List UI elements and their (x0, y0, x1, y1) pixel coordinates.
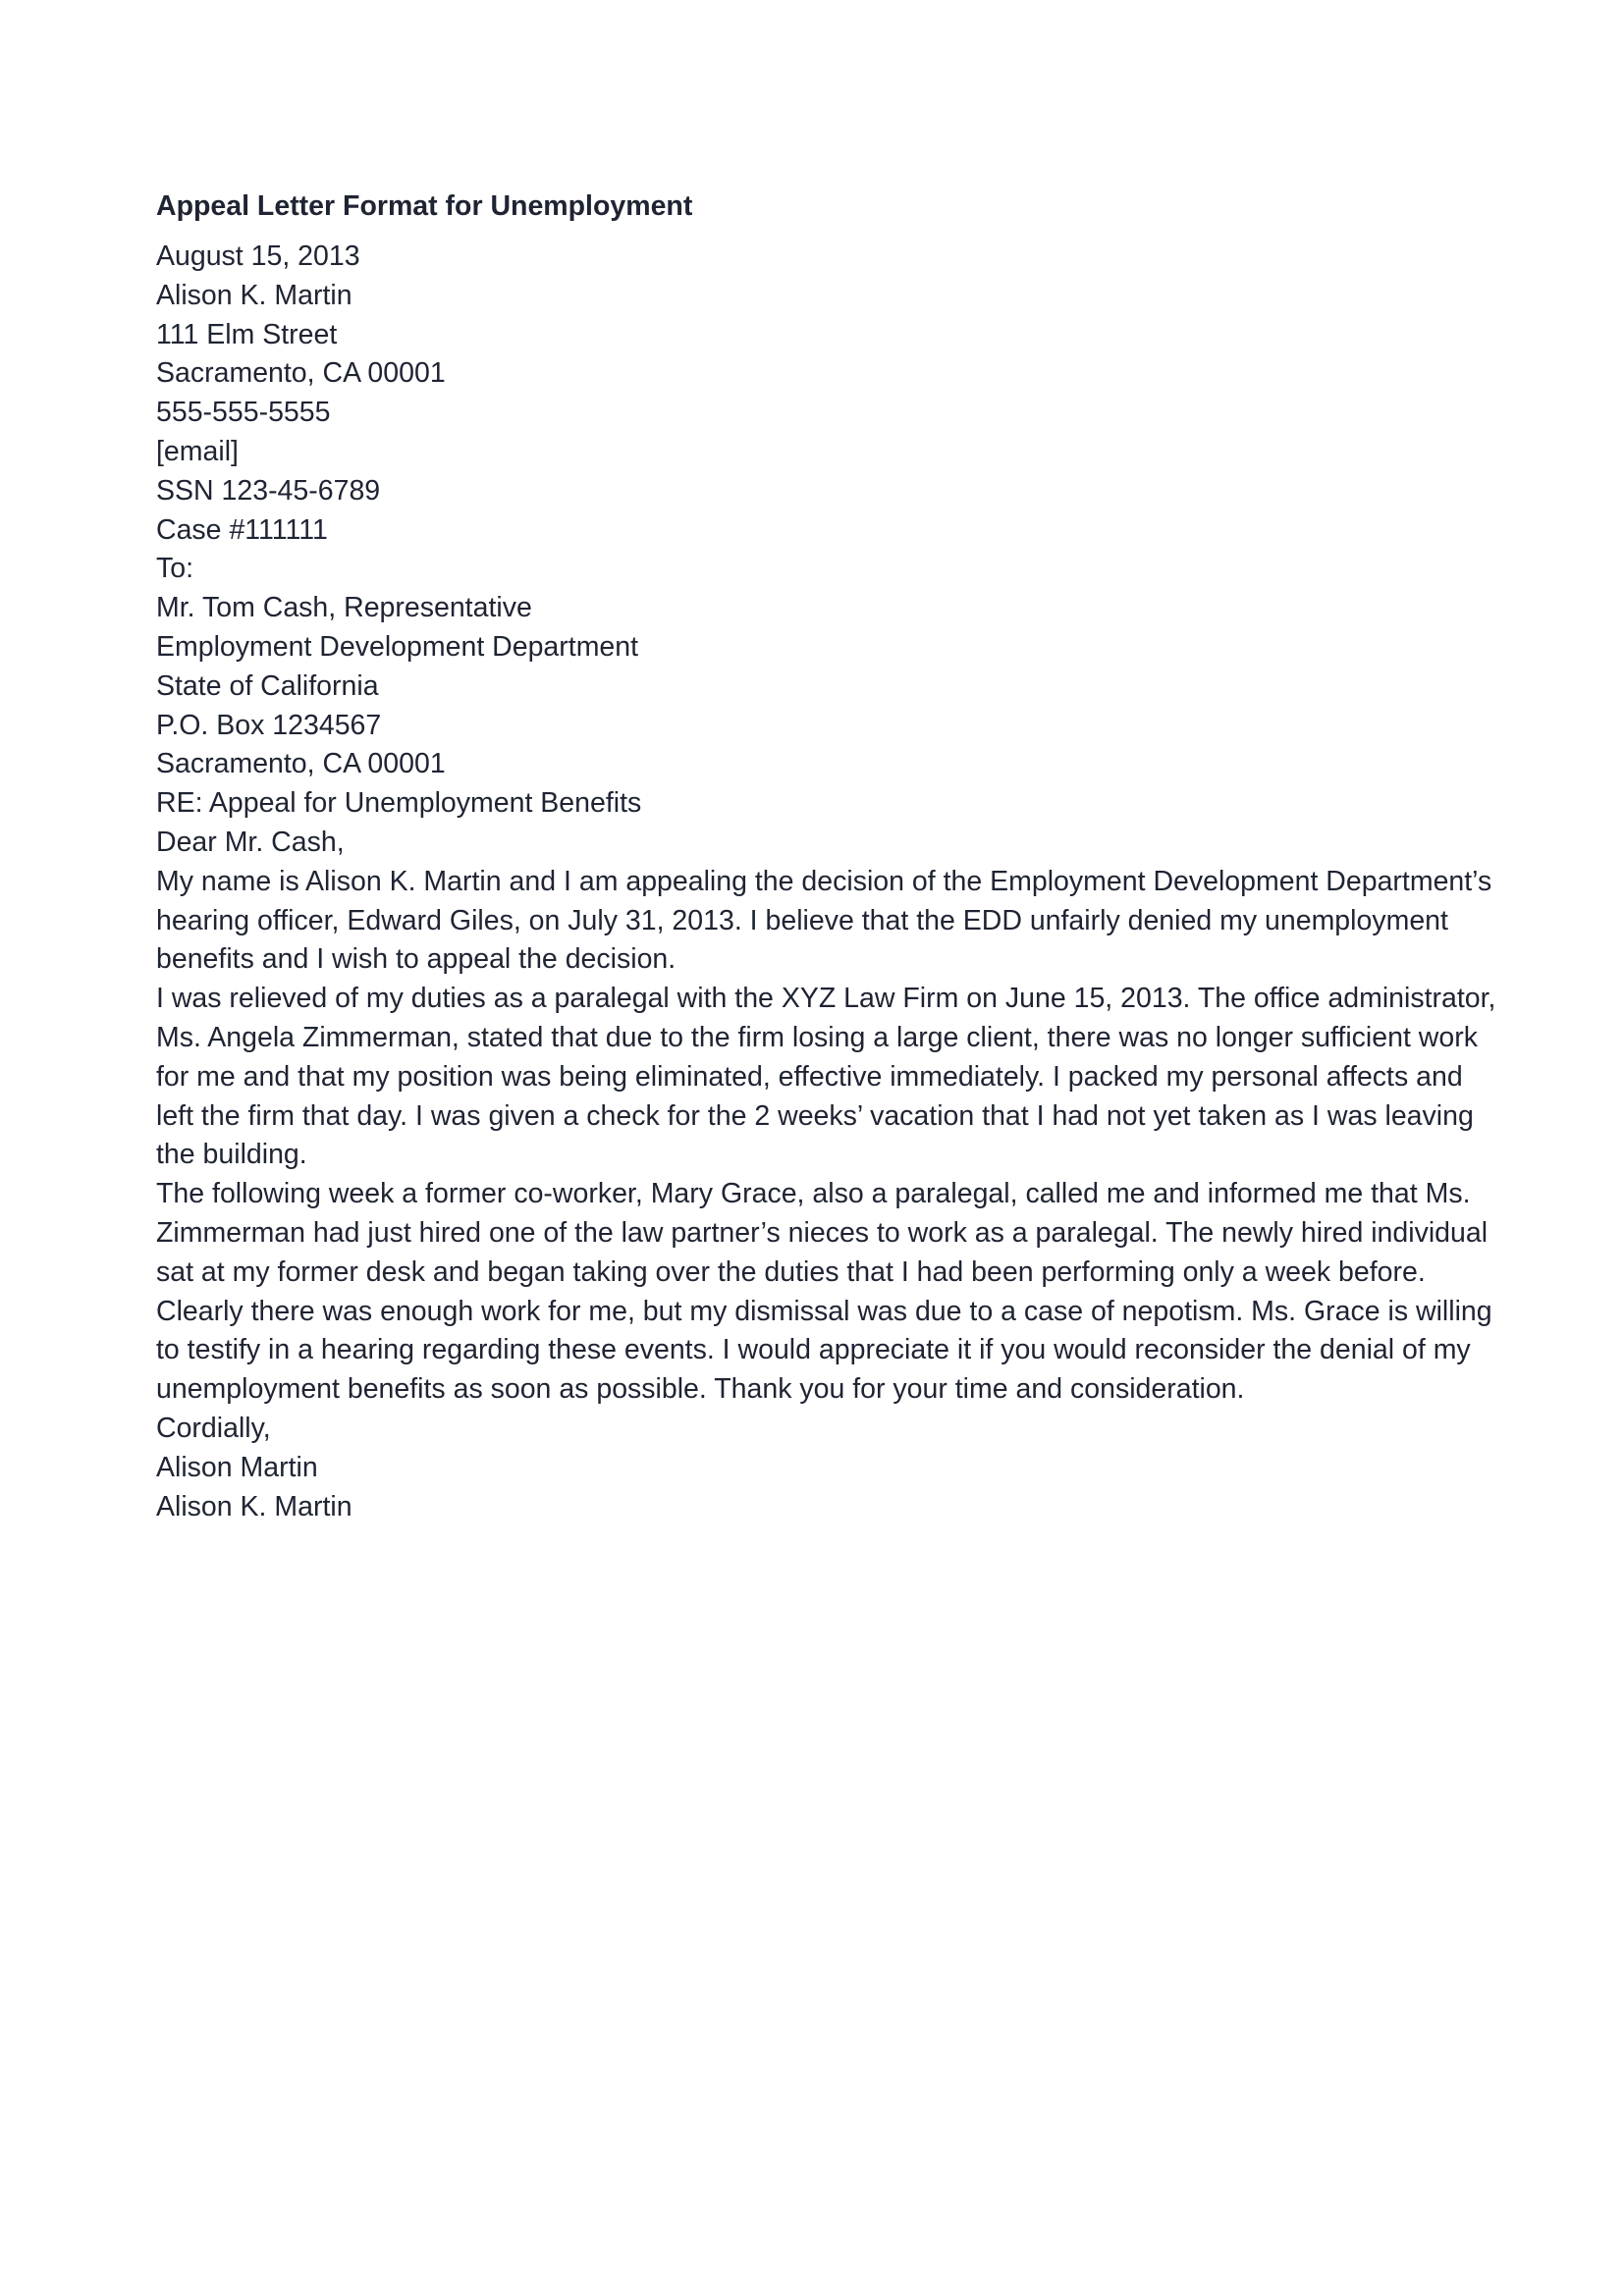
sender-city-state-zip: Sacramento, CA 00001 (156, 357, 446, 390)
body-paragraph-1 (156, 863, 1491, 980)
to-label: To: (156, 553, 194, 585)
recipient-name: Mr. Tom Cash, Representative (156, 592, 532, 624)
paragraph-line: hearing officer, Edward Giles, on July 31, 2013. I believe that the EDD unfairly denied my unemployment (156, 904, 1448, 936)
signature: Alison Martin (156, 1451, 318, 1483)
subject-line: RE: Appeal for Unemployment Benefits (156, 787, 642, 820)
paragraph-line: My name is Alison K. Martin and I am appealing the decision of the Employment Development Department’s (156, 865, 1492, 897)
sender-street: 111 Elm Street (156, 318, 338, 350)
sender-block (156, 277, 1491, 551)
paragraph-line: Clearly there was enough work for me, but my dismissal was due to a case of nepotism. Ms. Grace is willing (156, 1295, 1492, 1327)
body-paragraph-2 (156, 980, 1496, 1175)
paragraph-line: benefits and I wish to appeal the decision. (156, 943, 677, 976)
paragraph-line: The following week a former co-worker, Mary Grace, also a paralegal, called me and informed me that Ms. (156, 1178, 1471, 1210)
paragraph-line: left the firm that day. I was given a check for the 2 weeks’ vacation that I had not yet taken as I was leaving (156, 1099, 1474, 1132)
paragraph-line: I was relieved of my duties as a paralegal with the XYZ Law Firm on June 15, 2013. The office administrator, (156, 983, 1496, 1015)
sender-email: [email] (156, 435, 239, 467)
recipient-po-box: P.O. Box 1234567 (156, 709, 382, 741)
paragraph-line: for me and that my position was being eliminated, effective immediately. I packed my personal affects and (156, 1060, 1463, 1093)
letter-date: August 15, 2013 (156, 240, 360, 272)
recipient-department: Employment Development Department (156, 630, 639, 663)
paragraph-line: the building. (156, 1139, 307, 1171)
recipient-city-state-zip: Sacramento, CA 00001 (156, 748, 446, 780)
sender-name: Alison K. Martin (156, 279, 352, 311)
body-paragraph-3 (156, 1175, 1491, 1410)
recipient-state: State of California (156, 669, 379, 702)
document-title: Appeal Letter Format for Unemployment (156, 190, 693, 222)
salutation: Dear Mr. Cash, (156, 826, 345, 858)
paragraph-line: Ms. Angela Zimmerman, stated that due to the firm losing a large client, there was no longer sufficient work (156, 1021, 1478, 1053)
paragraph-line: Zimmerman had just hired one of the law partner’s nieces to work as a paralegal. The newly hired individual (156, 1216, 1489, 1249)
paragraph-line: unemployment benefits as soon as possible. Thank you for your time and consideration. (156, 1373, 1245, 1406)
printed-name: Alison K. Martin (156, 1490, 352, 1522)
sender-phone: 555-555-5555 (156, 397, 331, 429)
sender-ssn: SSN 123-45-6789 (156, 474, 381, 507)
paragraph-line: to testify in a hearing regarding these events. I would appreciate it if you would reconsider the denial of my (156, 1334, 1471, 1366)
closing: Cordially, (156, 1412, 271, 1444)
paragraph-line: sat at my former desk and began taking over the duties that I had been performing only a week before. (156, 1255, 1426, 1288)
letter-content (156, 187, 1496, 1526)
case-number: Case #111111 (156, 513, 328, 546)
recipient-block (156, 589, 1491, 784)
